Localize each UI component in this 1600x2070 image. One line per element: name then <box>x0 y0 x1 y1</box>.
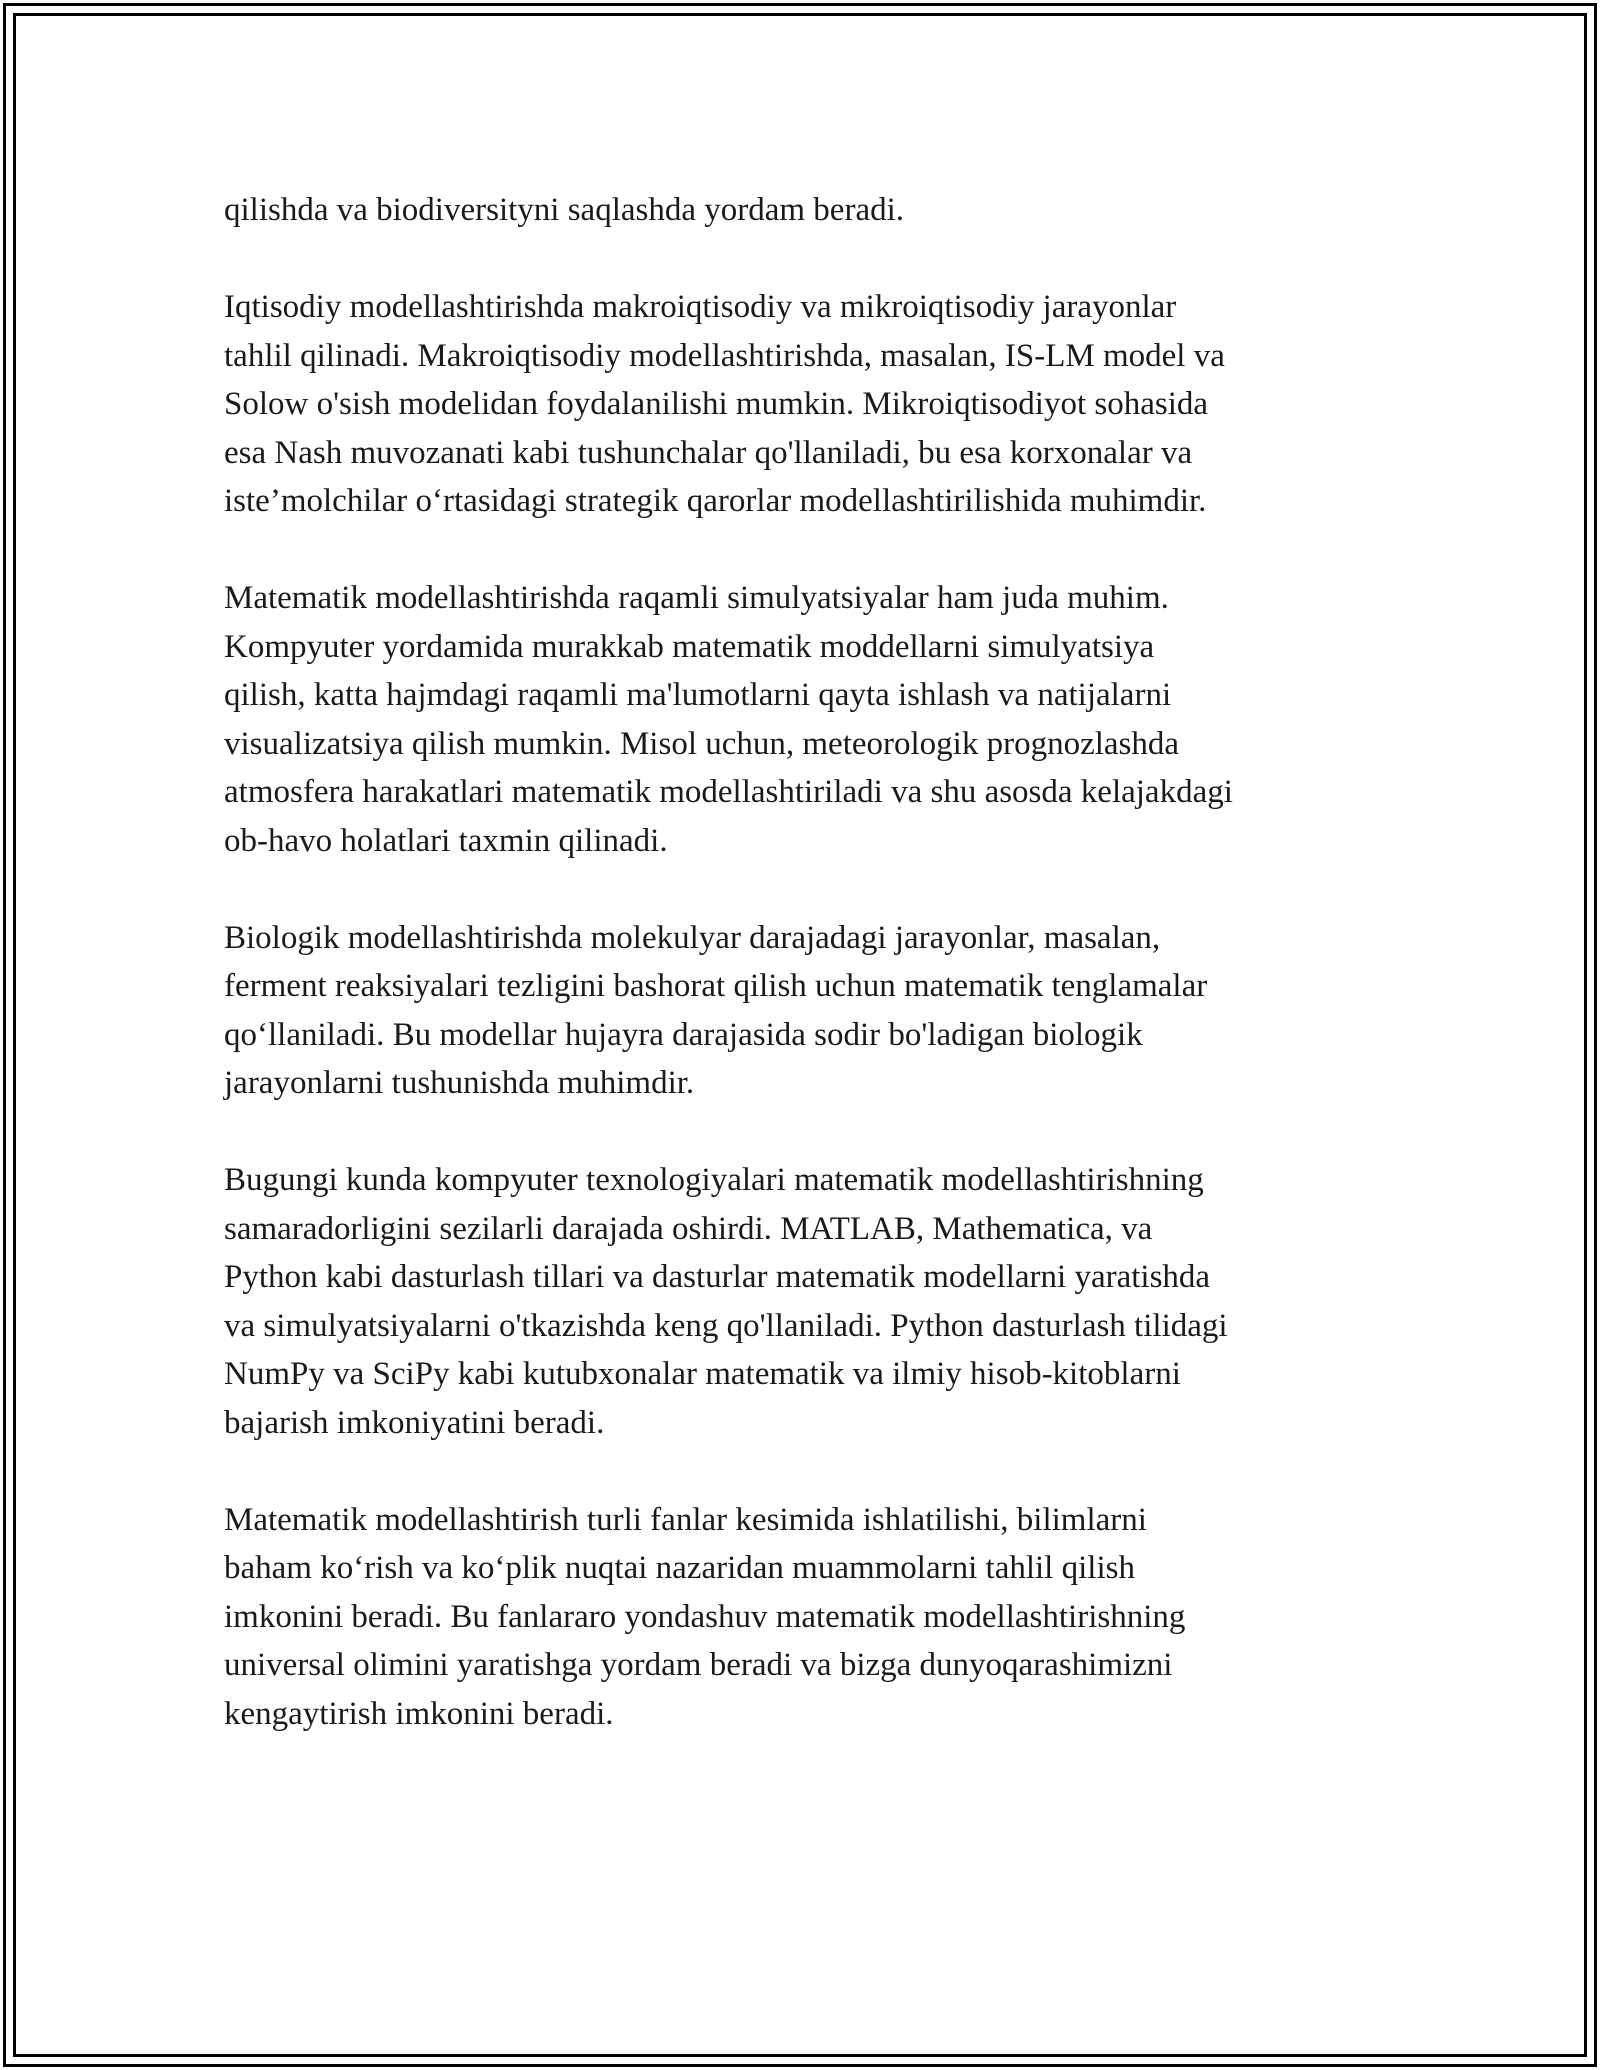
paragraph-numerical-simulation: Matematik modellashtirishda raqamli simulyatsiyalar ham juda muhim. Kompyuter yordamida murakkab matematik moddellarni simulyatsiya qilish, katta hajmdagi raqamli ma'lumotlarni qayta ishlash va natijalarni visualizatsiya qilish mumkin. Misol uchun, meteorologik prognozlashda atmosfera harakatlari matematik modellashtiriladi va shu asosda kelajakdagi ob-havo holatlari taxmin qilinadi. <box>224 580 1233 859</box>
paragraph-biological-modeling: Biologik modellashtirishda molekulyar darajadagi jarayonlar, masalan, ferment reaksiyalari tezligini bashorat qilish uchun matematik tenglamalar qo‘llaniladi. Bu modellar hujayra darajasida sodir bo'ladigan biologik jarayonlarni tushunishda muhimdir. <box>224 919 1208 1101</box>
paragraph-interdisciplinary: Matematik modellashtirish turli fanlar kesimida ishlatilishi, bilimlarni baham ko‘rish va ko‘plik nuqtai nazaridan muammolarni tahlil qilish imkonini beradi. Bu fanlararo yondashuv matematik modellashtirishning universal olimini yaratishga yordam beradi va bizga dunyoqarashimizni kengaytirish imkonini beradi. <box>224 1501 1186 1732</box>
paragraph-economic-modeling: Iqtisodiy modellashtirishda makroiqtisodiy va mikroiqtisodiy jarayonlar tahlil qilinadi. Makroiqtisodiy modellashtirishda, masalan, IS-LM model va Solow o'sish modelidan foydalanilishi mumkin. Mikroiqtisodiyot sohasida esa Nash muvozanati kabi tushunchalar qo'llaniladi, bu esa korxonalar va iste’molchilar o‘rtasidagi strategik qarorlar modellashtirilishida muhimdir. <box>224 289 1225 519</box>
paragraph-continuation: qilishda va biodiversityni saqlashda yordam beradi. <box>224 192 905 228</box>
document-body <box>224 186 1374 1738</box>
paragraph-computer-technologies: Bugungi kunda kompyuter texnologiyalari matematik modellashtirishning samaradorligini sezilarli darajada oshirdi. MATLAB, Mathematica, va Python kabi dasturlash tillari va dasturlar matematik modellarni yaratishda va simulyatsiyalarni o'tkazishda keng qo'llaniladi. Python dasturlash tilidagi NumPy va SciPy kabi kutubxonalar matematik va ilmiy hisob-kitoblarni bajarish imkoniyatini beradi. <box>224 1162 1228 1441</box>
